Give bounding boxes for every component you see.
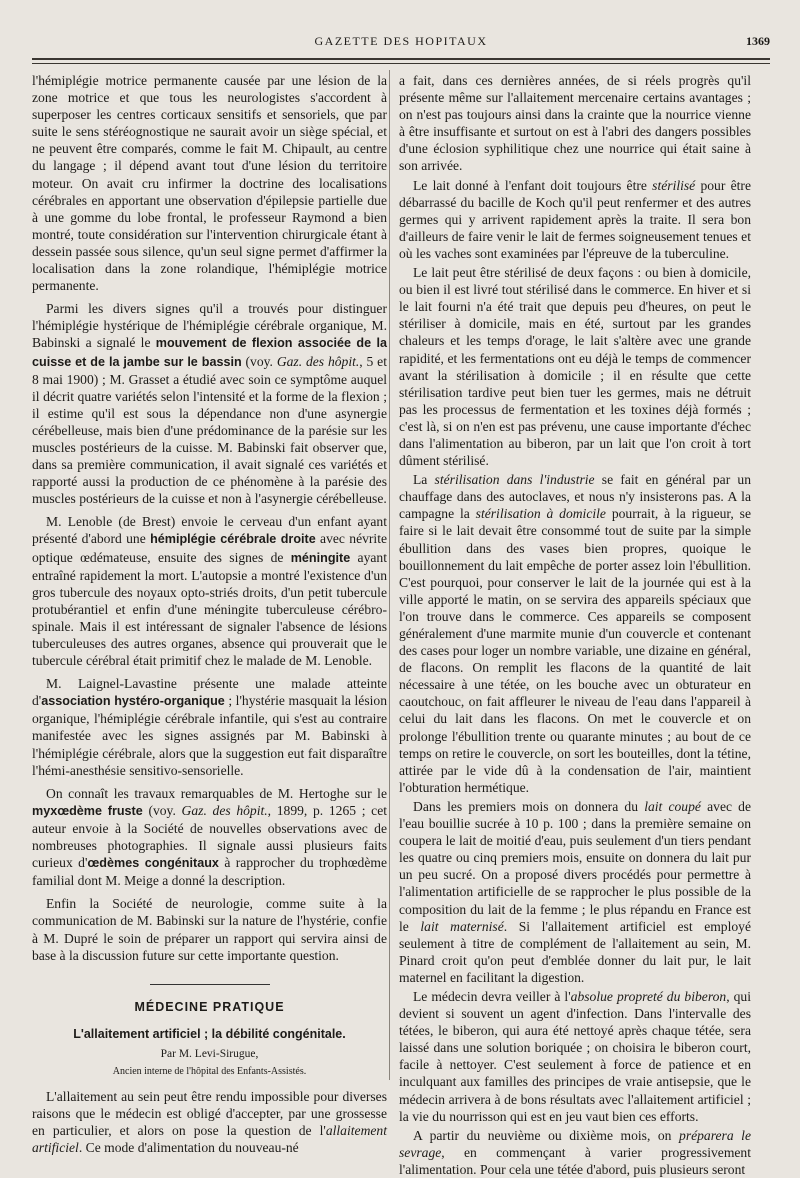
paragraph: a fait, dans ces dernières années, de si réels progrès qu'il présente même sur l'allaitement mercenaire certains avantages ; on n'est pas toujours ainsi dans la crainte que la nourrice vienne à être insuffisante et surtout on est à l'abri des dangers possibles d'une éclosion syphilitique chez une nourrice qui était saine à son arrivée. (399, 73, 751, 174)
section-separator (32, 976, 387, 993)
paragraph: On connaît les travaux remarquables de M. Hertoghe sur le myxœdème fruste (voy. Gaz. des hôpit., 1899, p. 1265 ; cet auteur envoie à la Société de nouvelles observations avec de nombreuses photographies. Il signale aussi plusieurs faits curieux d'œdèmes congénitaux à rapprocher du trophœdème familial dont M. Meige a donné la description. (32, 785, 388, 889)
paragraph: Parmi les divers signes qu'il a trouvés pour distinguer l'hémiplégie hystérique de l'hémiplégie cérébrale organique, M. Babinski a signalé le mouvement de flexion associée de la cuisse et de la jambe sur le bassin (voy. Gaz. des hôpit., 5 et 8 mai 1900) ; M. Grasset a étudié avec soin ce symptôme auquel il décrit quatre variétés selon l'intensité et la forme de la flexion ; il estime qu'il est sous la dépendance non d'une asynergie cérébelleuse, mais bien d'une prédominance de la parésie sur les muscles postérieurs de la cuisse. M. Babinski fait observer que, dans sa première communication, il avait signalé ces variétés et rapporté aussi la production de ce phénomène à la parésie des muscles postérieurs de la cuisse et non à l'asynergie cérébelleuse. (32, 301, 387, 507)
article-affiliation: Ancien interne de l'hôpital des Enfants-Assistés. (112, 1066, 307, 1078)
page-header (32, 34, 770, 52)
running-title: GAZETTE DES HOPITAUX (314, 34, 488, 48)
paragraph: M. Laignel-Lavastine présente une malade atteinte d'association hystéro-organique ; l'hystérie masquait la lésion organique, l'hémiplégie cérébrale infantile, qui s'est au contraire manifestée avec les signes assignés par M. Babinski à l'hémiplégie cérébrale, alors que la suggestion eut fait disparaître l'hémi-anesthésie sensitivo-sensorielle. (32, 676, 387, 778)
section-title: MÉDECINE PRATIQUE (134, 999, 285, 1014)
paragraph: l'hémiplégie motrice permanente causée par une lésion de la zone motrice et que tous les neurologistes s'accordent à superposer les centres corticaux sensitifs et sensoriels, que par suite le sens stéréognostique ne saurait avoir un siège spécial, et ne peuvent être comparés, comme le fait M. Chipault, au centre du langage ; il dépend avant tout d'une lésion du territoire moteur. On avait cru infirmer la doctrine des localisations cérébrales en apportant une observation d'épilepsie partielle due à une gomme du lobe frontal, le professeur Raymond a bien montré, toute considération sur l'intervention chirurgicale étant à dessein passée sous silence, qu'un seul signe permet d'affirmer la localisation dans la zone rolandique, l'hémiplégie motrice permanente. (32, 73, 387, 294)
article-title: L'allaitement artificiel ; la débilité congénitale. (73, 1026, 346, 1041)
paragraph: Dans les premiers mois on donnera du lait coupé avec de l'eau bouillie sucrée à 10 p. 100 ; dans la première semaine on coupera le lait de moitié d'eau, puis seulement d'un tiers pendant les quatre ou cinq premiers mois, ensuite on donnera du lait pur un peu sucré. On a proposé divers procédés pour permettre à l'alimentation artificielle de se rapprocher le plus possible de la composition du lait de la femme ; le plus répandu en France est le lait maternisé. Si l'allaitement artificiel est employé seulement à titre de complément de l'allaitement au sein, M. Pinard croit qu'on peut d'emblée donner du lait pur, le lait maternel en facilitant la digestion. (399, 798, 752, 985)
header-rule (32, 58, 770, 60)
paragraph: A partir du neuvième ou dixième mois, on préparera le sevrage, en commençant à varier progressivement l'alimentation. Pour cela une tétée d'abord, puis plusieurs seront (399, 1127, 751, 1177)
right-column (399, 72, 751, 1178)
paragraph: Le médecin devra veiller à l'absolue propreté du biberon, qui devient si souvent un agent d'infection. Dans l'intervalle des tétées, le biberon, qui aura été nettoyé après chaque tétée, sera laissé dans une solution boriquée ; on choisira le biberon court, facile à nettoyer. C'est seulement à force de patience et en inculquant aux familles des principes de vraie antisepsie, que le médecin arrivera à de bons résultats avec l'allaitement artificiel ; la vie du nourrisson qui est en jeu vaut bien ces efforts. (399, 988, 752, 1124)
paragraph: Le lait donné à l'enfant doit toujours être stérilisé pour être débarrassé du bacille de Koch qu'il peut renfermer et des autres germes qui y arrivent rapidement après la traite. Il sera bon d'ailleurs de faire venir le lait de fermes soigneusement tenues et où les vaches sont examinées par l'épreuve de la tuberculine. (399, 177, 751, 261)
left-column (32, 72, 387, 1157)
column-divider (389, 70, 390, 1080)
header-rule-thin (32, 63, 770, 64)
paragraph: M. Lenoble (de Brest) envoie le cerveau d'un enfant ayant présenté d'abord une hémiplégie cérébrale droite avec névrite optique œdémateuse, ensuite des signes de méningite ayant entraîné rapidement la mort. L'autopsie a montré l'existence d'un gros tubercule des noyaux opto-striés droits, d'un petit tubercule protubérantiel et enfin d'une méningite tuberculeuse cérébro-spinale. Mais il est intéressant de signaler l'absence de lésions tuberculeuses des autres organes, absence qui prouverait que le tubercule cérébral était primitif chez le malade de M. Lenoble. (32, 514, 388, 669)
paragraph: Enfin la Société de neurologie, comme suite à la communication de M. Babinski sur la nature de l'hystérie, confie à M. Dupré le soin de préparer un rapport qui servira ainsi de base à la discussion future sur cette importante question. (32, 896, 387, 963)
article-author: Par M. Levi-Sirugue, (160, 1047, 259, 1060)
paragraph: Le lait peut être stérilisé de deux façons : ou bien à domicile, ou bien il est livré tout stérilisé dans le commerce. En hiver et si le lait fourni n'a été trait que depuis peu d'heures, on peut le stériliser à domicile, mais en été, surtout par les grandes chaleurs et les temps d'orage, le lait s'altère avec une grande rapidité, et les fermentations ont eu déjà le temps de commencer avant la stérilisation à domicile ; il en résulte que cette stérilisation tardive peut bien tuer les germes, mais ne détruit pas les processus de fermentation et les toxines déjà formés ; c'est là, si on n'en est pas prévenu, une cause importante d'échec dans l'alimentation au biberon, par un lait que l'on croit à tort dûment stérilisé. (399, 265, 751, 469)
paragraph: La stérilisation dans l'industrie se fait en général par un chauffage dans des autoclaves, et nous n'y insisterons pas. A la campagne la stérilisation à domicile pourrait, à la rigueur, se faire si le lait devait être consommé tout de suite par la simple ébullition dans des vases bien propres, quoique le bouillonnement du lait empêche de porter assez loin l'ébullition. C'est pourquoi, pour conserver le lait de la journée qui est à la ville apporté le matin, on se servira des appareils spéciaux que l'on trouve dans le commerce. Ces appareils se composent généralement d'une marmite munie d'un couvercle et contenant des cases pour loger un nombre variable, une dizaine en général, de flacons. On remplit les flacons de la quantité de lait nécessaire à une tétée, on les bouche avec un obturateur en caoutchouc, on fait affleurer le niveau de l'eau dans l'appareil à celui du lait dans les flacons. On met le couvercle et on prolonge l'ébullition trente ou quarante minutes ; au bout de ce temps on retire le couvercle, on sort les bouteilles, dont la tétine, attirée par le vide dû à la condensation de l'air, maintient l'obturation hermétique. (399, 472, 752, 795)
paragraph: L'allaitement au sein peut être rendu impossible pour diverses raisons que le médecin est obligé d'accepter, par une grossesse en particulier, et alors on pose la question de l'allaitement artificiel. Ce mode d'alimentation du nouveau-né (32, 1089, 387, 1156)
page-number: 1369 (746, 34, 770, 48)
